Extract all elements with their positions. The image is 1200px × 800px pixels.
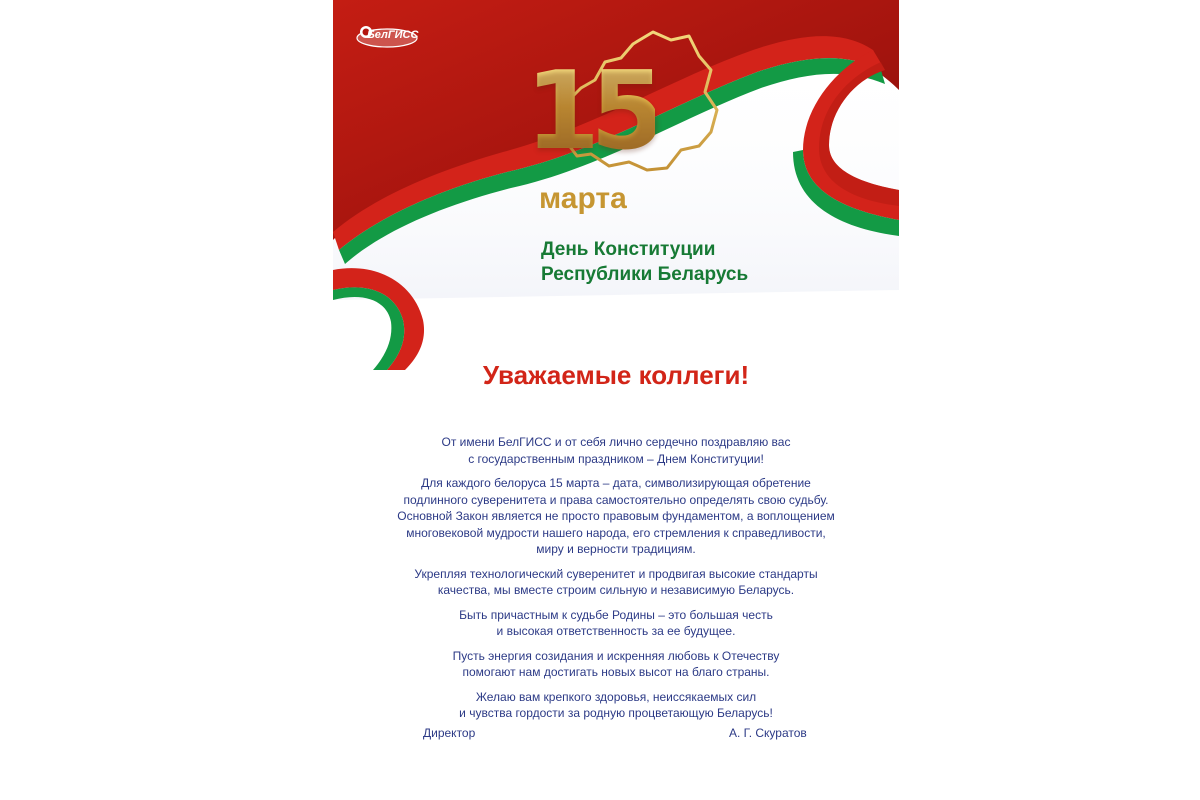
paragraph-line: От имени БелГИСС и от себя лично сердечно поздравляю вас (441, 435, 791, 449)
paragraph-line: Быть причастным к судьбе Родины – это большая честь (459, 607, 773, 622)
holiday-title-line1: День Конституции (541, 239, 716, 260)
paragraph-line: Пусть энергия созидания и искренняя любовь к Отечеству (452, 648, 780, 663)
paragraph-line: и чувства гордости за родную процветающую Беларусь! (459, 706, 773, 720)
greeting-card (333, 0, 899, 800)
paragraph-line: качества, мы вместе строим сильную и независимую Беларусь. (437, 583, 795, 597)
paragraph (373, 648, 859, 681)
letter-body (373, 434, 859, 730)
paragraph (373, 566, 859, 599)
paragraph-line: и высокая ответственность за ее будущее. (496, 624, 736, 638)
paragraph-line: Для каждого белоруса 15 марта – дата, символизирующая обретение (421, 476, 811, 490)
signature-position: Директор (423, 726, 476, 740)
greeting-heading: Уважаемые коллеги! (482, 360, 750, 390)
signature-name: А. Г. Скуратов (729, 726, 807, 740)
logo-text: БелГИСС (367, 29, 419, 41)
paragraph-line: подлинного суверенитета и права самостоятельно определять свою судьбу. (403, 492, 829, 507)
paragraph (373, 607, 859, 640)
date-month: марта (539, 182, 627, 215)
paragraph-line: многовековой мудрости нашего народа, его стремления к справедливости, (406, 525, 826, 540)
paragraph-line: миру и верности традициям. (536, 542, 696, 556)
paragraph (373, 689, 859, 722)
holiday-title (541, 237, 748, 287)
paragraph-line: Укрепляя технологический суверенитет и продвигая высокие стандарты (414, 566, 818, 581)
paragraph (373, 475, 859, 558)
paragraph-line: помогают нам достигать новых высот на благо страны. (462, 665, 770, 679)
date-day: 15 (525, 49, 656, 174)
paragraph (373, 434, 859, 467)
paragraph-line: Желаю вам крепкого здоровья, неиссякаемых сил (475, 689, 757, 704)
holiday-title-line2: Республики Беларусь (541, 264, 749, 285)
paragraph-line: Основной Закон является не просто правовым фундаментом, а воплощением (397, 509, 835, 523)
paragraph-line: с государственным праздником – Днем Конституции! (468, 451, 764, 466)
